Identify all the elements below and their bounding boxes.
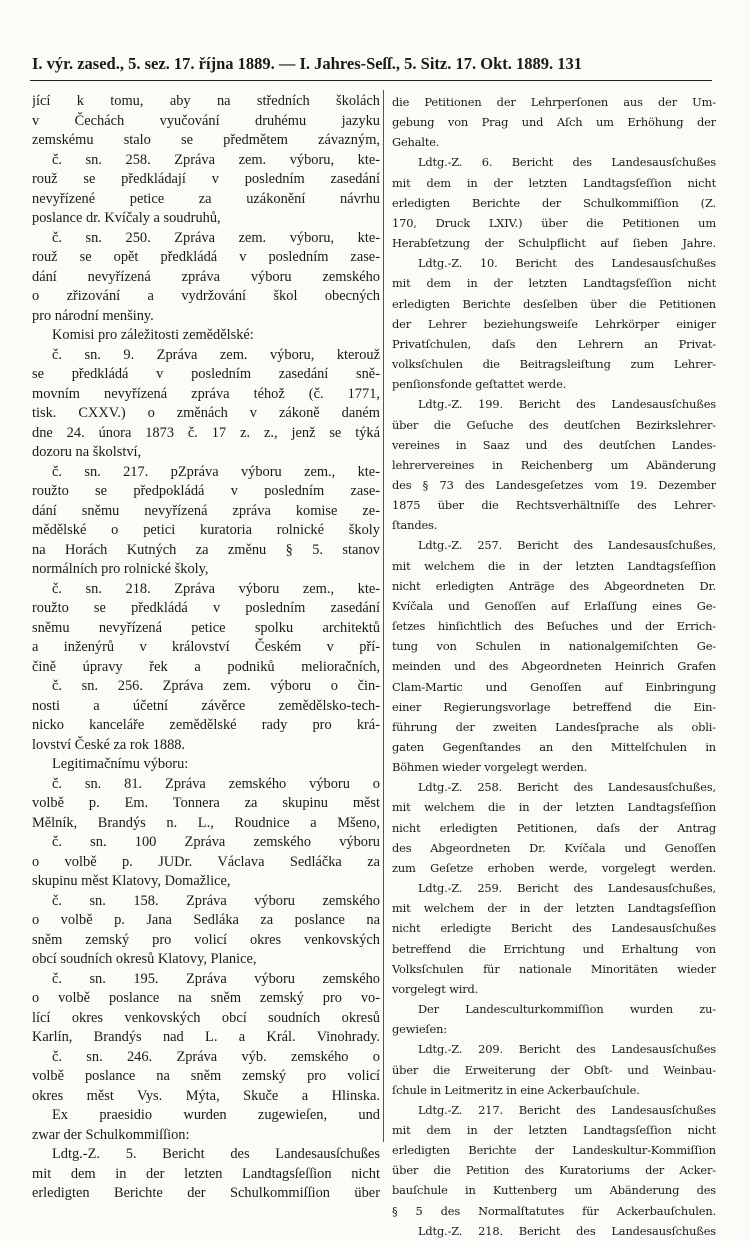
text-line: erledigten Berichte der Landeskultur-Kommiſſion — [392, 1143, 716, 1158]
text-line: Privatſchulen, daſs den Lehrern an Privat- — [392, 336, 716, 351]
german-column — [392, 92, 716, 1241]
text-line: meinden und des Abgeordneten Heinrich Grafen — [392, 659, 716, 674]
text-line: betreffend die Errichtung und Erhaltung von — [392, 941, 716, 956]
text-line: tung von Schulen in nationalgemiſchten Ge- — [392, 639, 716, 654]
text-line: nicht erledigten Anträge des Abgeordneten Dr. — [392, 578, 716, 593]
text-line: č. sn. 158. Zpráva výboru zemského — [52, 892, 380, 909]
text-line: gebung von Prag und Aſch um Erhöhung der — [392, 115, 716, 130]
text-line: na Horách Kutných za změnu § 5. stanov — [32, 541, 380, 558]
text-line: mit dem in der letzten Landtagsſeſſion nicht — [392, 175, 716, 190]
text-line: gewieſen: — [392, 1022, 447, 1037]
text-line: des § 73 des Landesgeſetzes vom 19. Dezember — [392, 477, 716, 492]
text-line: obcí soudních okresů Klatovy, Planice, — [32, 951, 257, 967]
text-line: Böhmen wieder vorgelegt werden. — [392, 760, 588, 775]
text-line: der Lehrer beziehungsweiſe Lehrkörper einiger — [392, 316, 716, 331]
text-line: Ldtg.-Z. 259. Bericht des Landesausſchußes, — [418, 881, 716, 896]
text-line: Mělník, Brandýs n. L., Roudnice a Mšeno, — [32, 814, 380, 831]
text-line: poslance dr. Kvíčaly a soudruhů, — [32, 210, 221, 226]
text-line: č. sn. 250. Zpráva zem. výboru, kte- — [52, 229, 380, 246]
text-line: dání sněmu nevyřízená zpráva komise ze- — [32, 502, 380, 519]
running-header — [30, 52, 710, 76]
text-line: Ldtg.-Z. 5. Bericht des Landesausſchußes — [52, 1146, 380, 1162]
text-line: Kvíčala und Genoſſen auf Erlaſſung eines Ge- — [392, 598, 716, 613]
text-line: Ldtg.-Z. 257. Bericht des Landesausſchußes, — [418, 538, 716, 553]
text-line: Ldtg.-Z. 218. Bericht des Landesausſchußes — [418, 1223, 716, 1238]
text-line: die Petitionen der Lehrperſonen aus der Um- — [392, 95, 716, 109]
text-line: se předkládá v posledním zasedání sně- — [32, 366, 380, 382]
text-line: lící okres venkovských obcí soudních okresů — [32, 1009, 380, 1026]
text-line: vorgelegt wird. — [392, 981, 479, 996]
text-line: mit dem in der letzten Landtagsſeſſion nicht — [392, 276, 716, 291]
text-line: normálních pro rolnické školy, — [32, 561, 209, 577]
text-line: volbě p. Em. Tonnera za skupinu měst — [32, 795, 380, 811]
text-line: § 5 des Normalſtatutes für Ackerbauſchulen. — [392, 1203, 716, 1218]
text-line: zwar der Schulkommiſſion: — [32, 1126, 190, 1143]
text-line: Volksſchulen für nationale Minoritäten wieder — [392, 961, 716, 976]
text-line: dání nevyřízená zpráva výboru zemského — [32, 268, 380, 285]
text-line: Der Landesculturkommiſſion wurden zu- — [418, 1002, 716, 1017]
text-line: des Abgeordneten Dr. Kvíčala und Genoſſen — [392, 840, 716, 855]
text-line: Ldtg.-Z. 209. Bericht des Landesausſchußes — [418, 1042, 716, 1057]
text-line: rouž se opět předkládá v posledním zase- — [32, 249, 380, 265]
text-line: o volbě p. JUDr. Václava Sedláčka za — [32, 853, 380, 870]
text-line: ſchule in Leitmeritz in eine Ackerbauſchule. — [392, 1082, 640, 1097]
text-line: nicht erledigten Petitionen, daſs der Antrag — [392, 820, 716, 835]
text-line: sněmu nevyřízená petice spolku architektů — [32, 619, 380, 636]
text-line: č. sn. 81. Zpráva zemského výboru o — [52, 775, 380, 792]
text-line: erledigten Berichte desſelben über die Petitionen — [392, 296, 716, 311]
text-line: ſtandes. — [392, 518, 438, 533]
text-line: Komisi pro záležitosti zemědělské: — [52, 327, 254, 343]
text-line: Gehalte. — [392, 135, 440, 150]
text-line: gaten Gegenſtandes an den Mittelſchulen in — [392, 740, 716, 754]
text-line: o volbě p. Jana Sedláka za poslance na — [32, 912, 380, 928]
text-line: Herabſetzung der Schulpflicht auf ſieben Jahre. — [392, 236, 716, 251]
text-line: volksſchulen die Beitragsleiſtung zum Lehrer- — [392, 357, 716, 372]
text-line: č. sn. 258. Zpráva zem. výboru, kte- — [52, 151, 380, 168]
text-line: Ldtg.-Z. 199. Bericht des Landesausſchußes — [418, 397, 716, 412]
text-line: pro národní menšiny. — [32, 307, 154, 324]
text-line: volbě poslance na sněm zemský pro volicí — [32, 1068, 380, 1084]
text-line: Karlín, Brandýs nad L. a Král. Vinohrady. — [32, 1029, 380, 1045]
text-line: Ldtg.-Z. 258. Bericht des Landesausſchußes, — [418, 780, 716, 795]
text-line: a inženýrů v království Českém v pří- — [32, 639, 380, 655]
text-line: führung der zweiten Landesſprache als obli- — [392, 719, 716, 734]
text-line: č. sn. 218. Zpráva výboru zem., kte- — [52, 580, 380, 597]
text-line: č. sn. 100 Zpráva zemského výboru — [52, 834, 380, 850]
text-line: č. sn. 217. pZpráva výboru zem., kte- — [52, 463, 380, 480]
text-line: Ldtg.-Z. 6. Bericht des Landesausſchußes — [418, 155, 716, 170]
text-line: zum Geſetze erhoben werde, vorgelegt werden. — [392, 860, 716, 875]
text-line: erledigten Berichte der Schulkommiſſion über — [32, 1185, 380, 1201]
text-line: o volbě poslance na sněm zemský pro vo- — [32, 990, 380, 1006]
text-line: mědělské o petici kuratoria rolnické školy — [32, 522, 380, 538]
text-line: č. sn. 9. Zpráva zem. výboru, kterouž — [52, 346, 380, 363]
text-line: rouž se předkládají v posledním zasedání — [32, 171, 380, 187]
text-line: nosti a účetní závěrce zemědělsko-tech- — [32, 697, 380, 714]
text-line: v Čechách vyučování druhému jazyku — [32, 112, 380, 129]
text-line: 170, Druck LXIV.) über die Petitionen um — [392, 215, 716, 230]
text-line: Clam-Martic und Genoſſen auf Einbringung — [392, 679, 716, 694]
text-line: roužto se předpokládá v posledním zase- — [32, 483, 380, 499]
text-line: o zřizování a vydržování škol obecných — [32, 288, 380, 304]
text-line: mit dem in der letzten Landtagsſeſſion nicht — [392, 1122, 716, 1137]
text-line: mit dem in der letzten Landtagsſeſſion nicht — [32, 1165, 380, 1182]
text-line: č. sn. 195. Zpráva výboru zemského — [52, 970, 380, 987]
text-line: mit welchem die in der letzten Landtagsſeſſion — [392, 800, 716, 815]
text-line: mit welchem der in der letzten Landtagsſeſſion — [392, 901, 716, 916]
text-line: 1875 über die Rechtsverhältniſſe des Lehrer- — [392, 498, 716, 513]
header-rule — [30, 80, 712, 81]
text-line: čině úpravy řek a podniků melioračních, — [32, 658, 380, 675]
text-line: Ldtg.-Z. 10. Bericht des Landesausſchußes — [418, 256, 716, 271]
text-line: bauſchule in Kuttenberg um Abänderung des — [392, 1183, 716, 1198]
text-line: penſionsfonde geſtattet werde. — [392, 377, 567, 392]
text-line: zemskému stalo se předmětem závazným, — [32, 132, 380, 148]
text-line: č. sn. 246. Zpráva výb. zemského o — [52, 1048, 380, 1065]
text-line: nicht erledigte Bericht des Landesausſchußes — [392, 921, 716, 936]
text-line: erledigten Berichte der Schulkommiſſion (Z. — [392, 195, 716, 210]
text-line: skupinu měst Klatovy, Domažlice, — [32, 873, 231, 889]
text-line: dne 24. února 1873 č. 17 z. z., jenž se týká — [32, 424, 380, 441]
text-line: Ex praesidio wurden zugewieſen, und — [52, 1107, 380, 1123]
text-line: lehrervereines in Reichenberg um Abänderung — [392, 457, 716, 472]
text-line: vereines in Saaz und des deutſchen Landes- — [392, 437, 716, 452]
text-line: tisk. CXXV.) o změnách v zákoně daném — [32, 405, 380, 421]
column-divider — [383, 90, 384, 1142]
text-line: č. sn. 256. Zpráva zem. výboru o čin- — [52, 678, 380, 694]
running-header-text: I. výr. zased., 5. sez. 17. října 1889. — I. Jahres-Seſſ., 5. Sitz. 17. Okt. 1889. 131 — [32, 54, 582, 73]
text-line: lovství České za rok 1888. — [32, 736, 186, 753]
text-line: Ldtg.-Z. 217. Bericht des Landesausſchußes — [418, 1102, 716, 1117]
text-line: über die Petition des Kuratoriums der Acker- — [392, 1163, 716, 1178]
text-line: okres měst Vys. Mýta, Skuče a Hlinska. — [32, 1087, 380, 1104]
text-line: ſetzes hinſichtlich des Beſuches und der Errich- — [392, 619, 716, 634]
text-line: sněm zemský pro volicí okres venkovských — [32, 931, 380, 948]
text-line: roužto se předkládá v posledním zasedání — [32, 600, 380, 616]
text-line: movním nevyřízená zpráva téhož (č. 1771, — [32, 385, 380, 402]
text-line: nevyřízené petice za uzákonění návrhu — [32, 190, 380, 207]
czech-column — [32, 92, 380, 1204]
text-line: dozoru na školství, — [32, 444, 142, 460]
text-line: über die Erweiterung der Obſt- und Weinbau- — [392, 1062, 716, 1077]
text-line: über die Geſuche des deutſchen Bezirkslehrer- — [392, 417, 716, 432]
text-line: nicko kanceláře zemědělské rady pro krá- — [32, 717, 380, 733]
text-line: Legitimačnímu výboru: — [52, 756, 189, 772]
text-line: mit welchem die in der letzten Landtagsſeſſion — [392, 558, 716, 573]
text-line: jící k tomu, aby na středních školách — [32, 93, 380, 109]
text-line: einer Regierungsvorlage betreffend die Ein- — [392, 699, 716, 714]
